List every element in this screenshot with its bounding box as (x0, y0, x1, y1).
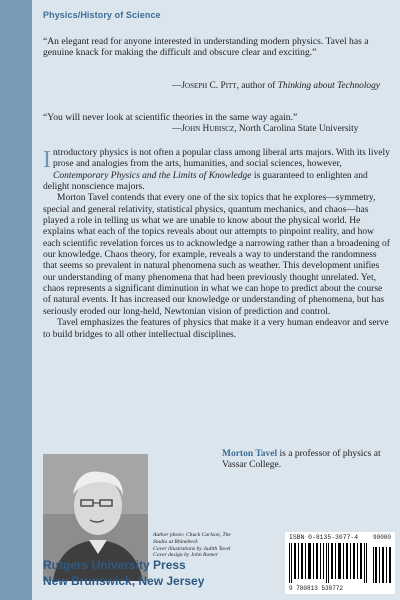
paragraph-1-text-a: ntroductory physics is not often a popular class among liberal arts majors. With its lively prose and analogies from the arts, humanities, and social sciences, however, (53, 148, 390, 170)
publisher-name: Rutgers University Press (43, 558, 186, 572)
quote-1-work: Thinking about Technology (277, 81, 380, 91)
paragraph-3: Tavel emphasizes the features of physics that make it a very human endeavor and serve to build bridges to all other intellectual disciplines. (43, 318, 389, 340)
quote-2-author: —John Hubiscz (172, 124, 235, 134)
quote-1-author: —Joseph C. Pitt (172, 81, 237, 91)
barcode-number: 9 780813 530772 (289, 585, 344, 592)
isbn-label: ISBN 0-8135-3077-4 (289, 534, 359, 541)
quote-2: “You will never look at scientific theories in the same way again.” (43, 112, 298, 123)
cover-credits (153, 532, 243, 559)
author-bio (222, 449, 397, 472)
price-addon-label: 90000 (373, 534, 392, 541)
paragraph-2: Morton Tavel contends that every one of the six topics that he explores—symmetry, special and general relativity, statistical physics, quantum mechanics, and chaos—has played a role in telling us what we are unable to know about the physical world. He explains what each of the topics reveals about our attempts to pinpoint reality, and how each scientific revelation forces us to acknowledge a narrowing rather than a broadening of our knowledge. Chaos theory, for example, reveals a way to understand the randomness that seems so prevalent in natural phenomena such as weather. This development unifies our understanding of many phenomena that had been previously thought unrelated. Yet, chaos represents a significant diminution in what we can hope to predict about the course of natural events. It has increased our knowledge or understanding of phenomena, but has seriously eroded our long-held, Newtonian vision of prediction and control. (43, 193, 390, 317)
category-label: Physics/History of Science (43, 10, 161, 20)
design-credit: Cover design by John Romer (153, 552, 218, 559)
description-body (43, 148, 391, 341)
quote-2-affiliation: , North Carolina State University (234, 124, 359, 134)
paragraph-1 (43, 148, 391, 193)
addon-barcode-icon (373, 543, 393, 583)
author-bio-text: is a professor of physics at Vassar College. (222, 449, 381, 471)
quote-2-attribution (172, 124, 358, 134)
quote-1: “An elegant read for anyone interested in understanding modern physics. Tavel has a genuine knack for making the difficult and obscure clear and exciting.” (43, 36, 369, 59)
spine-band (0, 0, 32, 600)
barcode-icon (289, 543, 369, 583)
book-title: Contemporary Physics and the Limits of Knowledge (53, 170, 252, 181)
illustration-credit: Cover illustrations by Judith Tavel (153, 545, 231, 552)
author-name: Morton Tavel (222, 449, 278, 459)
quote-1-author-role: , author of (236, 81, 278, 91)
cover-panel (32, 0, 400, 600)
drop-cap: I (43, 147, 51, 173)
photo-credit: Author photo: Chuck Carlson, The Studio at Rhinebeck (153, 532, 231, 545)
publisher-location: New Brunswick, New Jersey (43, 574, 205, 588)
paragraph-1-text-b: is guaranteed to enlighten and delight nonscience majors. (43, 170, 368, 193)
quote-1-attribution (172, 81, 380, 91)
